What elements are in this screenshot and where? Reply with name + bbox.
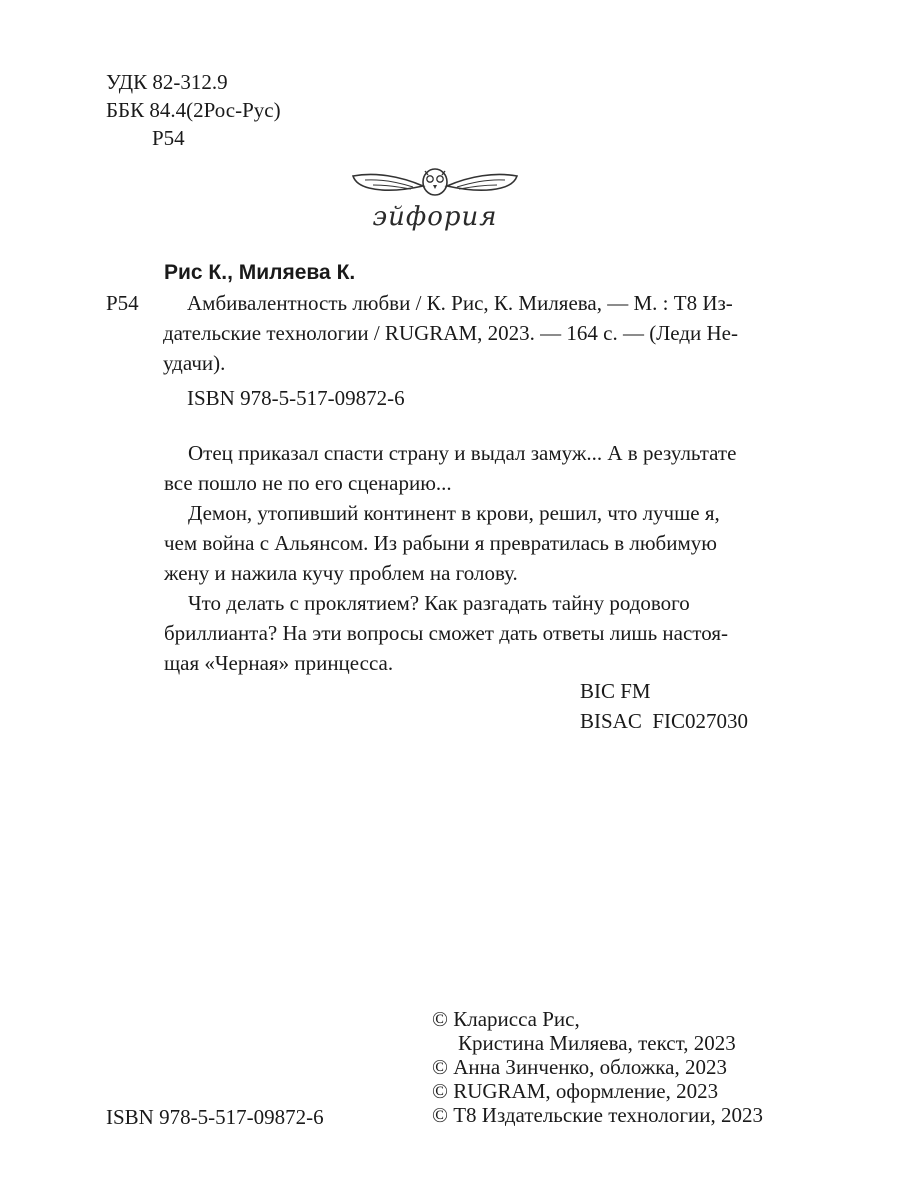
classification-codes xyxy=(106,68,281,152)
copyright-line: © RUGRAM, оформление, 2023 xyxy=(432,1079,719,1103)
isbn-footer: ISBN 978-5-517-09872-6 xyxy=(106,1105,324,1129)
copyright-block xyxy=(432,1007,763,1127)
copyright-line: © Кларисса Рис, xyxy=(432,1007,580,1031)
copyright-line: Кристина Миляева, текст, 2023 xyxy=(458,1031,736,1055)
annotation-line: Что делать с проклятием? Как разгадать тайну родового xyxy=(188,591,690,615)
annotation xyxy=(164,438,736,678)
publisher-name: эйфория xyxy=(372,202,498,232)
bisac-code: BISAC FIC027030 xyxy=(580,709,749,733)
annotation-line: Демон, утопивший континент в крови, решил, что лучше я, xyxy=(188,501,720,525)
udk-code: УДК 82-312.9 xyxy=(106,70,228,94)
authors-heading: Рис К., Миляева К. xyxy=(164,261,356,284)
bibliographic-description xyxy=(163,288,738,378)
subject-codes xyxy=(580,676,748,736)
annotation-line: жену и нажила кучу проблем на голову. xyxy=(164,561,518,585)
annotation-line: чем война с Альянсом. Из рабыни я превратилась в любимую xyxy=(164,531,717,555)
annotation-line: Отец приказал спасти страну и выдал замуж... А в результате xyxy=(188,441,737,465)
annotation-line: все пошло не по его сценарию... xyxy=(164,471,452,495)
bibliographic-line: дательские технологии / RUGRAM, 2023. — 164 с. — (Леди Не- xyxy=(163,321,738,345)
publisher-logo xyxy=(345,166,525,238)
author-mark: Р54 xyxy=(152,126,185,150)
copyright-line: © Т8 Издательские технологии, 2023 xyxy=(432,1103,763,1127)
bibliographic-mark: Р54 xyxy=(106,291,139,315)
bibliographic-line: Амбивалентность любви / К. Рис, К. Миляева, — М. : Т8 Из- xyxy=(187,291,733,315)
annotation-line: щая «Черная» принцесса. xyxy=(164,651,394,675)
bbk-code: ББК 84.4(2Рос-Рус) xyxy=(106,98,281,122)
annotation-line: бриллианта? На эти вопросы сможет дать ответы лишь настоя- xyxy=(164,621,728,645)
copyright-line: © Анна Зинченко, обложка, 2023 xyxy=(432,1055,728,1079)
bibliographic-line: удачи). xyxy=(163,351,226,375)
isbn-main: ISBN 978-5-517-09872-6 xyxy=(187,386,405,410)
bic-code: BIC FM xyxy=(580,679,651,703)
